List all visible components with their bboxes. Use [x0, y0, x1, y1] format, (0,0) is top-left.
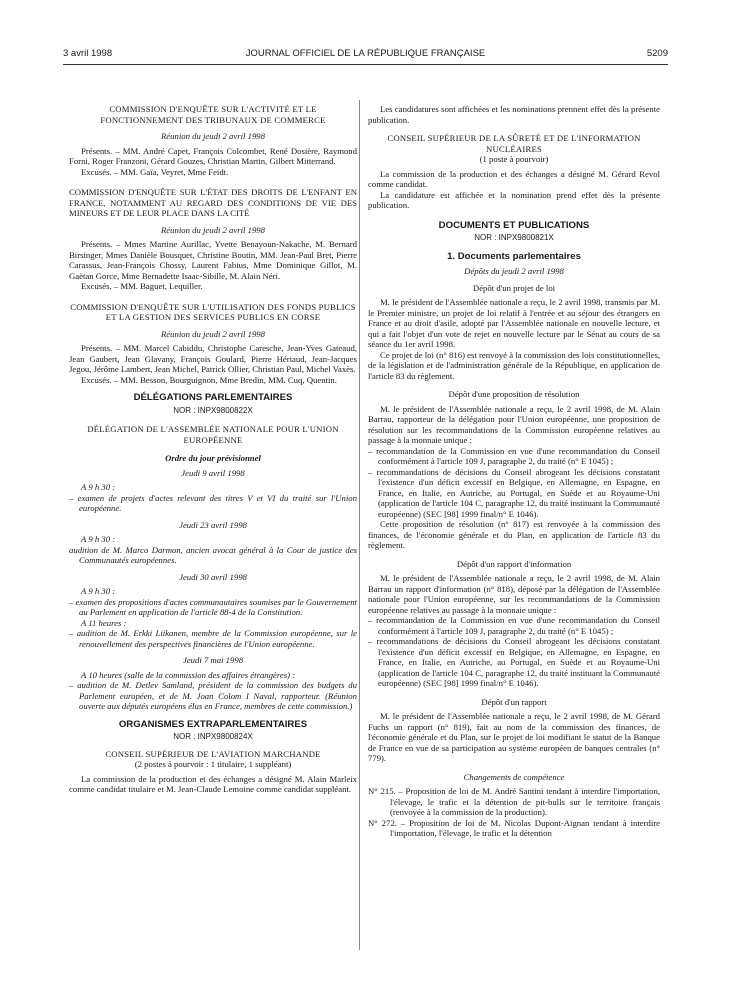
- agenda-time-4: A 10 heures (salle de la commission des affaires étrangères) :: [81, 669, 296, 680]
- commission-1-title: COMMISSION D'ENQUÊTE SUR L'ACTIVITÉ ET LE FONCTIONNEMENT DES TRIBUNAUX DE COMMERCE: [100, 104, 326, 125]
- left-column: [69, 104, 357, 795]
- agenda-item-3: – examen des propositions d'actes communautaires soumises par le Gouvernement au Parlement en application de l'article 88-4 de la Constitution.: [69, 596, 357, 617]
- agenda-item-3b: – audition de M. Erkki Liikanen, membre de la Commission européenne, sur le renouvellement des perspectives financières de l'Union européenne.: [69, 628, 357, 649]
- section-organismes-heading: ORGANISMES EXTRAPARLEMENTAIRES: [118, 718, 308, 730]
- commission-1-date: Réunion du jeudi 2 avril 1998: [161, 131, 265, 141]
- conseil-surete-text-2: La candidature est affichée et la nomination prend effet dès la présente publication.: [368, 189, 660, 210]
- commission-1-present: Présents. – MM. André Capet, François Colcombet, René Dosière, Raymond Forni, Roger Franzoni, Gérard Gouzes, Christian Martin, Gilbert Mitterrand.: [69, 145, 357, 166]
- depot-rapport-info-text: M. le président de l'Assemblée nationale a reçu, le 2 avril 1998, de M. Alain Barrau un rapport d'information (n° 818), déposé par la délégation de l'Assemblée nationale pour l'Union européenne, sur les recommandations de la Commission européenne relatives au passage à la monnaie unique :: [368, 573, 660, 615]
- depot-rapport-info-item-2: – recommandations de décisions du Conseil abrogeant les décisions constatant l'existence d'un déficit excessif en Belgique, en Allemagne, en Espagne, en France, en Italie, en Autriche, au Portugal, en Suède et au Royaume-Uni (application de l'article 104 C, paragraphe 12, du traité instituant la Communauté européenne) (SEC [98] 1999 final/n° E 1046).: [368, 636, 660, 688]
- agenda-time-2: A 9 h 30 :: [81, 534, 116, 544]
- commission-3-date: Réunion du jeudi 2 avril 1998: [161, 328, 265, 339]
- commission-3-present: Présents. – MM. Marcel Cabiddu, Christophe Caresche, Jean-Yves Gateaud, Jean Gaubert, Jean Glavany, François Goulard, Pierre Hériaud, Jean-Jacques Jegou, Jérôme Lambert, Jean Michel, Patrick Ollier, Christian Paul, Michel Vaxès.: [69, 343, 357, 374]
- right-column: [368, 104, 660, 839]
- section-documents-nor: NOR : INPX9800821X: [474, 233, 554, 242]
- depot-resolution-text-2: Cette proposition de résolution (n° 817) est renvoyée à la commission des finances, de l'économie générale et du Plan, en application de l'article 83 du règlement.: [368, 519, 660, 550]
- commission-3-excuse: Excusés. – MM. Besson, Bourguignon, Mme Bredin, MM. Cuq, Quentin.: [81, 374, 337, 385]
- commission-2-title: COMMISSION D'ENQUÊTE SUR L'ÉTAT DES DROITS DE L'ENFANT EN FRANCE, NOTAMMENT AU REGARD DES CONDITIONS DE VIE DES MINEURS ET DE LEUR PLACE DANS LA CITÉ: [69, 187, 357, 218]
- conseil-surete-subtitle: (1 poste à pourvoir): [479, 154, 549, 164]
- column-divider: [359, 100, 360, 950]
- agenda-heading: Ordre du jour prévisionnel: [165, 453, 261, 463]
- depot-rapport-text: M. le président de l'Assemblée nationale a reçu, le 2 avril 1998, de M. Gérard Fuchs un rapport (n° 819), fait au nom de la commission des finances, de l'économie générale et du Plan, sur le projet de loi modifiant le statut de la Banque de France en vue de sa participation au système européen de banques centrales (n° 779).: [368, 711, 660, 763]
- organisme-text: La commission de la production et des échanges a désigné M. Alain Marleix comme candidat titulaire et M. Jean-Claude Lemoine comme candidat suppléant.: [69, 773, 357, 794]
- depot-rapport-info-heading: Dépôt d'un rapport d'information: [456, 558, 572, 569]
- depot-projet-text-2: Ce projet de loi (n° 816) est renvoyé à la commission des lois constitutionnelles, de la législation et de l'administration générale de la République, en application de l'article 83 du règlement.: [368, 349, 660, 381]
- depot-resolution-item-2: – recommandations de décisions du Conseil abrogeant les décisions constatant l'existence d'un déficit excessif en Belgique, en Allemagne, en Espagne, en France, en Italie, en Autriche, au Portugal, en Suède et au Royaume-Uni (application de l'article 104 C, paragraphe 12, du traité instituant la Communauté européenne) (SEC [98] 1999 final/n° E 1046).: [368, 466, 660, 519]
- commission-2-excuse: Excusés. – MM. Baguet, Lequiller.: [81, 281, 203, 291]
- agenda-time-1: A 9 h 30 :: [81, 482, 116, 492]
- page-header: [63, 48, 668, 64]
- commission-2-present: Présents. – Mmes Martine Aurillac, Yvette Benayoun-Nakache, M. Bernard Birsinger, Mmes Danièle Bousquet, Christine Boutin, MM. Jean-Paul Bret, Pierre Carassus, Jean-François Chossy, Laurent Fabius, Mme Dominique Gillot, M. Gaëtan Gorce, Mme Bernadette Isaac-Sibille, M. Alain Néri.: [69, 239, 357, 281]
- agenda-date-3: Jeudi 30 avril 1998: [179, 571, 247, 582]
- depot-resolution-heading: Dépôt d'une proposition de résolution: [448, 389, 580, 399]
- changement-item-2: N° 272. – Proposition de loi de M. Nicolas Dupont-Aignan tendant à interdire l'importation, l'élevage, le trafic et la détention: [368, 817, 660, 838]
- conseil-surete-title: CONSEIL SUPÉRIEUR DE LA SÛRETÉ ET DE L'INFORMATION NUCLÉAIRES: [387, 133, 641, 154]
- agenda-item-4: – audition de M. Detlev Samland, président de la commission des budgets du Parlement européen, et de M. Joan Colom I Naval, rapporteur. (Réunion ouverte aux députés européens élus en France, membres de cette commission.): [69, 680, 357, 711]
- agenda-time-3: A 9 h 30 :: [81, 586, 116, 596]
- header-date: 3 avril 1998: [63, 48, 113, 59]
- changements-heading: Changements de compétence: [463, 771, 565, 782]
- agenda-item-2: audition de M. Marco Darmon, ancien avocat général à la Cour de justice des Communautés européennes.: [69, 544, 357, 565]
- depots-date: Dépôts du jeudi 2 avril 1998: [464, 266, 564, 276]
- depot-projet-heading: Dépôt d'un projet de loi: [472, 282, 556, 293]
- commission-3-title: COMMISSION D'ENQUÊTE SUR L'UTILISATION DES FONDS PUBLICS ET LA GESTION DES SERVICES PUBLICS EN CORSE: [70, 301, 356, 322]
- header-rule: [63, 64, 668, 65]
- section-documents-heading: DOCUMENTS ET PUBLICATIONS: [438, 219, 590, 231]
- section-organismes-nor: NOR : INPX9800824X: [173, 732, 253, 741]
- documents-parlementaires-heading: 1. Documents parlementaires: [447, 250, 581, 262]
- agenda-date-4: Jeudi 7 mai 1998: [182, 655, 244, 665]
- commission-1-excuse: Excusés. – MM. Gaïa, Veyret, Mme Feidt.: [81, 166, 229, 177]
- section-delegations-heading: DÉLÉGATIONS PARLEMENTAIRES: [133, 392, 293, 403]
- changement-item-1: N° 215. – Proposition de loi de M. André Santini tendant à interdire l'importation, l'élevage, le trafic et la détention de pit-bulls sur le territoire français (renvoyée à la commission de la production).: [368, 786, 660, 817]
- section-delegations-nor: NOR : INPX9800822X: [173, 405, 253, 415]
- commission-2-date: Réunion du jeudi 2 avril 1998: [161, 224, 265, 235]
- delegation-title: DÉLÉGATION DE L'ASSEMBLÉE NATIONALE POUR L'UNION EUROPÉENNE: [87, 424, 339, 445]
- header-title: JOURNAL OFFICIEL DE LA RÉPUBLIQUE FRANÇAISE: [245, 48, 486, 59]
- depot-rapport-heading: Dépôt d'un rapport: [481, 696, 547, 707]
- depot-projet-text-1: M. le président de l'Assemblée nationale a reçu, le 2 avril 1998, transmis par M. le Premier ministre, un projet de loi relatif à l'entrée et au séjour des étrangers en France et au droit d'asile, adopté par l'Assemblée nationale en nouvelle lecture, et qui a fait l'objet d'un vote de rejet en nouvelle lecture par le Sénat au cours de sa séance du 1er avril 1998.: [368, 297, 660, 349]
- depot-resolution-item-1: – recommandation de la Commission en vue d'une recommandation du Conseil conformément à l'article 109 J, paragraphe 2, du traité (n° E 1045) ;: [368, 445, 660, 466]
- header-page-number: 5209: [646, 48, 668, 59]
- conseil-surete-text-1: La commission de la production et des échanges a désigné M. Gérard Revol comme candidat.: [368, 168, 660, 189]
- agenda-item-1: – examen de projets d'actes relevant des titres V et VI du traité sur l'Union européenne.: [69, 492, 357, 513]
- depot-rapport-info-item-1: – recommandation de la Commission en vue d'une recommandation du Conseil conformément à l'article 109 J, paragraphe 2, du traité (n° E 1045) ;: [368, 615, 660, 636]
- agenda-date-1: Jeudi 9 avril 1998: [181, 467, 245, 478]
- organisme-subtitle: (2 postes à pourvoir : 1 titulaire, 1 suppléant): [134, 759, 292, 769]
- agenda-date-2: Jeudi 23 avril 1998: [179, 519, 247, 530]
- depot-resolution-text-1: M. le président de l'Assemblée nationale a reçu, le 2 avril 1998, de M. Alain Barrau, rapporteur de la délégation pour l'Union européenne, une proposition de résolution sur les recommandations de la Commission européenne relatives au passage à la monnaie unique :: [368, 403, 660, 445]
- candidatures-note: Les candidatures sont affichées et les nominations prennent effet dès la présente publication.: [368, 104, 660, 125]
- agenda-time-3b: A 11 heures :: [81, 617, 127, 628]
- organisme-title: CONSEIL SUPÉRIEUR DE L'AVIATION MARCHANDE: [105, 748, 321, 759]
